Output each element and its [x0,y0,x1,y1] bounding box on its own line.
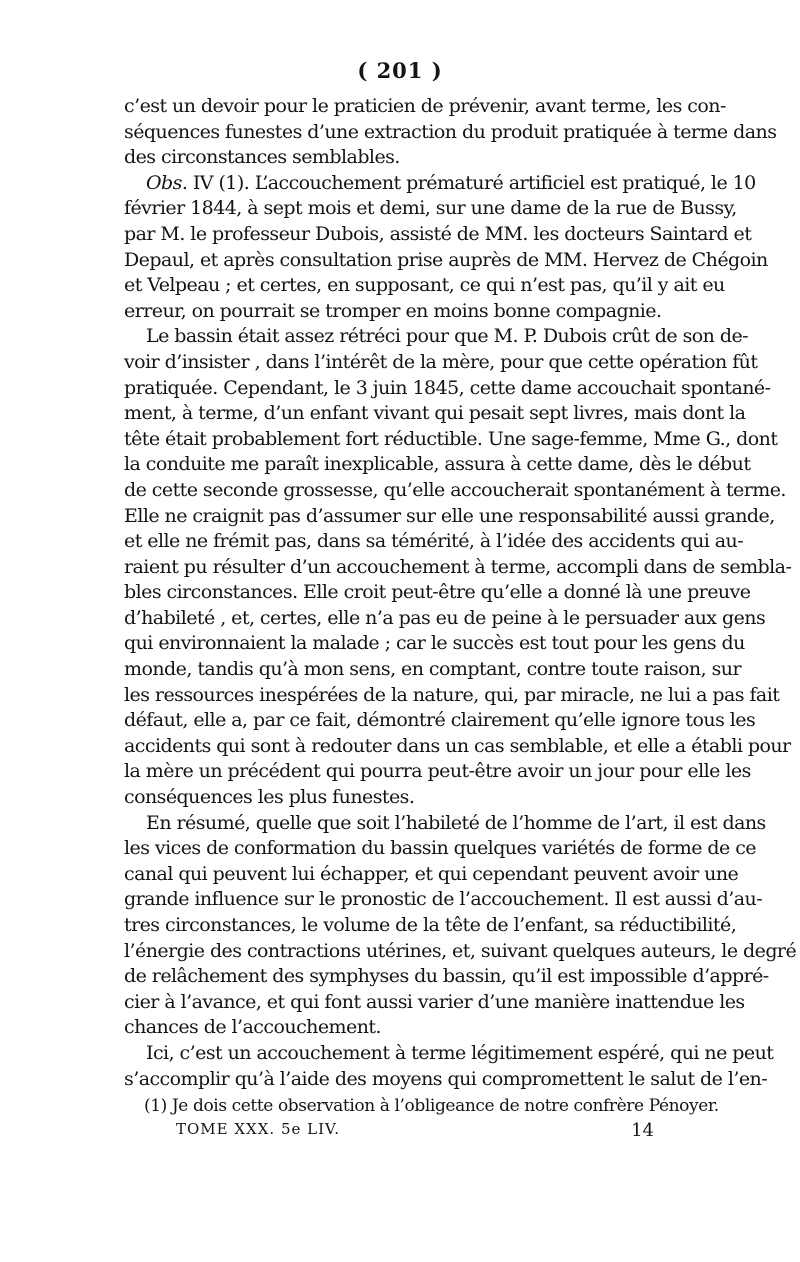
text-line: les ressources inespérées de la nature, qui, par miracle, ne lui a pas fait [124,683,780,706]
text-line: tête était probablement fort réductible. Une sage-femme, Mme G., dont [124,427,778,450]
text-line: c’est un devoir pour le praticien de prévenir, avant terme, les con- [124,95,726,117]
text-line: En résumé, quelle que soit l’habileté de l’homme de l’art, il est dans [146,811,766,834]
text-line: Depaul, et après consultation prise auprès de MM. Hervez de Chégoin [124,248,768,271]
text-line: accidents qui sont à redouter dans un cas semblable, et elle a établi pour [124,734,791,757]
text-line: monde, tandis qu’à mon sens, en comptant, contre toute raison, sur [124,658,742,681]
text-line: tres circonstances, le volume de la tête de l’enfant, sa réductibilité, [124,914,737,936]
text-line: Elle ne craignit pas d’assumer sur elle une responsabilité aussi grande, [124,504,775,527]
text-line: la conduite me paraît inexplicable, assura à cette dame, dès le début [124,453,751,476]
text-line: chances de l’accouchement. [124,1016,381,1039]
text-line: Obs. IV (1). L’accouchement prématuré artificiel est pratiqué, le 10 [146,171,756,194]
text-line: séquences funestes d’une extraction du produit pratiquée à terme dans [124,120,777,143]
text-line: grande influence sur le pronostic de l’accouchement. Il est aussi d’au- [124,888,763,911]
text-line: des circonstances semblables. [124,146,400,169]
text-line: pratiquée. Cependant, le 3 juin 1845, cette dame accouchait spontané- [124,376,771,399]
text-line: l’énergie des contractions utérines, et, suivant quelques auteurs, le degré [124,939,797,962]
text-line: et Velpeau ; et certes, en supposant, ce qui n’est pas, qu’il y ait eu [124,274,725,297]
text-line: de cette seconde grossesse, qu’elle accoucherait spontanément à terme. [124,478,786,501]
text-line: erreur, on pourrait se tromper en moins bonne compagnie. [124,299,662,322]
text-line: qui environnaient la malade ; car le succès est tout pour les gens du [124,632,745,655]
text-line: Ici, c’est un accouchement à terme légitimement espéré, qui ne peut [146,1041,774,1064]
text-line: par M. le professeur Dubois, assisté de MM. les docteurs Saintard et [124,222,752,245]
obs-label: Obs. [146,171,188,194]
text-line: et elle ne frémit pas, dans sa témérité, à l’idée des accidents qui au- [124,530,744,553]
signature-line [176,1120,654,1141]
text-line: raient pu résulter d’un accouchement à terme, accompli dans de sembla- [124,555,792,578]
text-line: voir d’insister , dans l’intérêt de la mère, pour que cette opération fût [124,350,758,373]
text-line: Le bassin était assez rétréci pour que M. P. Dubois crût de son de- [146,325,749,348]
text-line: les vices de conformation du bassin quelques variétés de forme de ce [124,837,756,860]
footnote: (1) Je dois cette observation à l’obligeance de notre confrère Pénoyer. [144,1096,719,1116]
page-number: ( 201 ) [357,58,443,83]
sheet-number: 14 [631,1120,654,1141]
text-line: conséquences les plus funestes. [124,786,415,809]
text-line: de relâchement des symphyses du bassin, qu’il est impossible d’appré- [124,965,769,988]
text-line: d’habileté , et, certes, elle n’a pas eu de peine à le persuader aux gens [124,606,766,629]
text-line: la mère un précédent qui pourra peut-être avoir un jour pour elle les [124,760,751,783]
text-line: ment, à terme, d’un enfant vivant qui pesait sept livres, mais dont la [124,402,746,425]
text-line: février 1844, à sept mois et demi, sur une dame de la rue de Bussy, [124,197,737,220]
body-text [124,94,797,1092]
text-line: défaut, elle a, par ce fait, démontré clairement qu’elle ignore tous les [124,709,756,732]
text-line: s’accomplir qu’à l’aide des moyens qui compromettent le salut de l’en- [124,1067,768,1090]
text-line: bles circonstances. Elle croit peut-être qu’elle a donné là une preuve [124,581,751,604]
text-line: canal qui peuvent lui échapper, et qui cependant peuvent avoir une [124,862,739,885]
text-line: cier à l’avance, et qui font aussi varier d’une manière inattendue les [124,990,745,1013]
volume-signature: TOME XXX. 5e LIV. [176,1120,341,1138]
